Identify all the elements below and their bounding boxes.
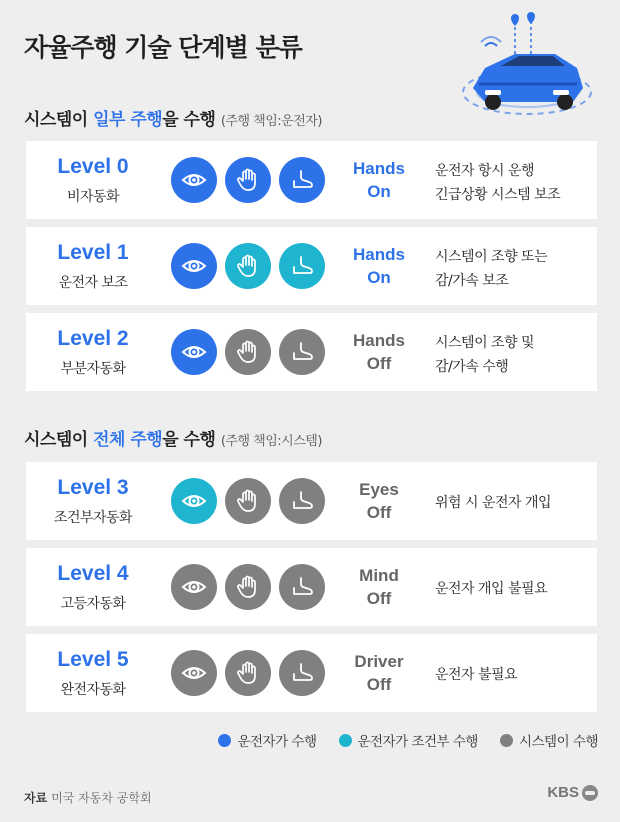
level-description xyxy=(435,663,595,687)
description-line-2: 긴급상황 시스템 보조 xyxy=(435,187,561,203)
mode-label xyxy=(342,243,416,289)
eye-icon xyxy=(171,329,217,375)
level-card-0 xyxy=(26,141,597,219)
foot-icon xyxy=(279,650,325,696)
legend-dot xyxy=(218,734,231,747)
level-label: Level 2 xyxy=(57,327,129,350)
section-heading-highlight: 일부 주행 xyxy=(93,110,163,130)
section-heading-partial xyxy=(24,105,322,130)
section-heading-note: (주행 책임:시스템) xyxy=(220,434,322,449)
legend-dot xyxy=(500,734,513,747)
level-card-2 xyxy=(26,313,597,391)
description-line-1: 운전자 항시 운행 xyxy=(435,163,535,179)
foot-icon xyxy=(279,478,325,524)
level-description xyxy=(435,577,595,601)
section-heading-note: (주행 책임:운전자) xyxy=(220,114,322,129)
source-label: 자료 xyxy=(24,791,48,805)
description-line-2: 감/가속 수행 xyxy=(435,359,509,375)
level-name: 완전자동화 xyxy=(60,682,126,698)
foot-icon xyxy=(279,157,325,203)
section-heading-prefix: 시스템이 xyxy=(24,430,94,450)
mode-line-1: Hands xyxy=(353,331,405,350)
broadcaster-logo xyxy=(547,784,598,801)
level-name: 부분자동화 xyxy=(60,361,126,377)
description-line-1: 운전자 개입 불필요 xyxy=(435,581,548,597)
level-card-1 xyxy=(26,227,597,305)
mode-line-2: Off xyxy=(366,503,392,522)
hand-icon xyxy=(225,564,271,610)
section-heading-suffix: 을 수행 xyxy=(162,110,216,130)
level-label: Level 1 xyxy=(57,241,129,264)
legend-label: 시스템이 수행 xyxy=(518,734,598,750)
source-text: 미국 자동차 공학회 xyxy=(51,791,152,805)
level-name: 운전자 보조 xyxy=(58,275,128,291)
eye-icon xyxy=(171,478,217,524)
mode-line-1: Driver xyxy=(354,652,404,671)
foot-icon xyxy=(279,243,325,289)
mode-line-1: Mind xyxy=(359,566,399,585)
hand-icon xyxy=(225,157,271,203)
level-card-4 xyxy=(26,548,597,626)
level-description xyxy=(435,491,595,515)
section-heading-suffix: 을 수행 xyxy=(162,430,216,450)
legend-label: 운전자가 조건부 수행 xyxy=(357,734,478,750)
legend-item-system xyxy=(500,730,598,750)
legend-dot xyxy=(339,734,352,747)
level-label: Level 4 xyxy=(57,562,129,585)
foot-icon xyxy=(279,329,325,375)
level-label: Level 5 xyxy=(57,648,129,671)
level-description xyxy=(435,331,595,379)
brand-mark-icon xyxy=(582,785,598,801)
legend-item-driver xyxy=(218,730,316,750)
level-label: Level 0 xyxy=(57,155,129,178)
mode-line-1: Eyes xyxy=(359,480,399,499)
foot-icon xyxy=(279,564,325,610)
description-line-1: 시스템이 조향 또는 xyxy=(435,249,548,265)
eye-icon xyxy=(171,243,217,289)
description-line-1: 운전자 불필요 xyxy=(435,667,518,683)
brand-text: KBS xyxy=(547,784,579,801)
section-heading-prefix: 시스템이 xyxy=(24,110,94,130)
eye-icon xyxy=(171,564,217,610)
hand-icon xyxy=(225,650,271,696)
hand-icon xyxy=(225,478,271,524)
mode-line-2: Off xyxy=(366,675,392,694)
description-line-1: 위험 시 운전자 개입 xyxy=(435,495,552,511)
level-card-5 xyxy=(26,634,597,712)
mode-line-2: Off xyxy=(366,589,392,608)
level-description xyxy=(435,245,595,293)
mode-line-1: Hands xyxy=(353,159,405,178)
legend xyxy=(218,730,598,750)
level-description xyxy=(435,159,595,207)
mode-label xyxy=(342,329,416,375)
hand-icon xyxy=(225,329,271,375)
eye-icon xyxy=(171,650,217,696)
level-label: Level 3 xyxy=(57,476,129,499)
level-name: 비자동화 xyxy=(66,189,120,205)
mode-line-2: Off xyxy=(366,354,392,373)
section-heading-highlight: 전체 주행 xyxy=(93,430,163,450)
source-credit xyxy=(24,789,152,806)
description-line-1: 시스템이 조향 및 xyxy=(435,335,535,351)
mode-line-1: Hands xyxy=(353,245,405,264)
mode-line-2: On xyxy=(367,268,391,287)
eye-icon xyxy=(171,157,217,203)
description-line-2: 감/가속 보조 xyxy=(435,273,509,289)
mode-label xyxy=(342,157,416,203)
mode-line-2: On xyxy=(367,182,391,201)
level-name: 조건부자동화 xyxy=(53,510,133,526)
level-name: 고등자동화 xyxy=(60,596,126,612)
hand-icon xyxy=(225,243,271,289)
page-title: 자율주행 기술 단계별 분류 xyxy=(24,33,302,62)
legend-item-conditional xyxy=(339,730,478,750)
section-heading-full xyxy=(24,425,322,450)
mode-label xyxy=(342,564,416,610)
autonomous-car-illustration xyxy=(455,10,595,120)
mode-label xyxy=(342,650,416,696)
mode-label xyxy=(342,478,416,524)
level-card-3 xyxy=(26,462,597,540)
legend-label: 운전자가 수행 xyxy=(237,734,317,750)
